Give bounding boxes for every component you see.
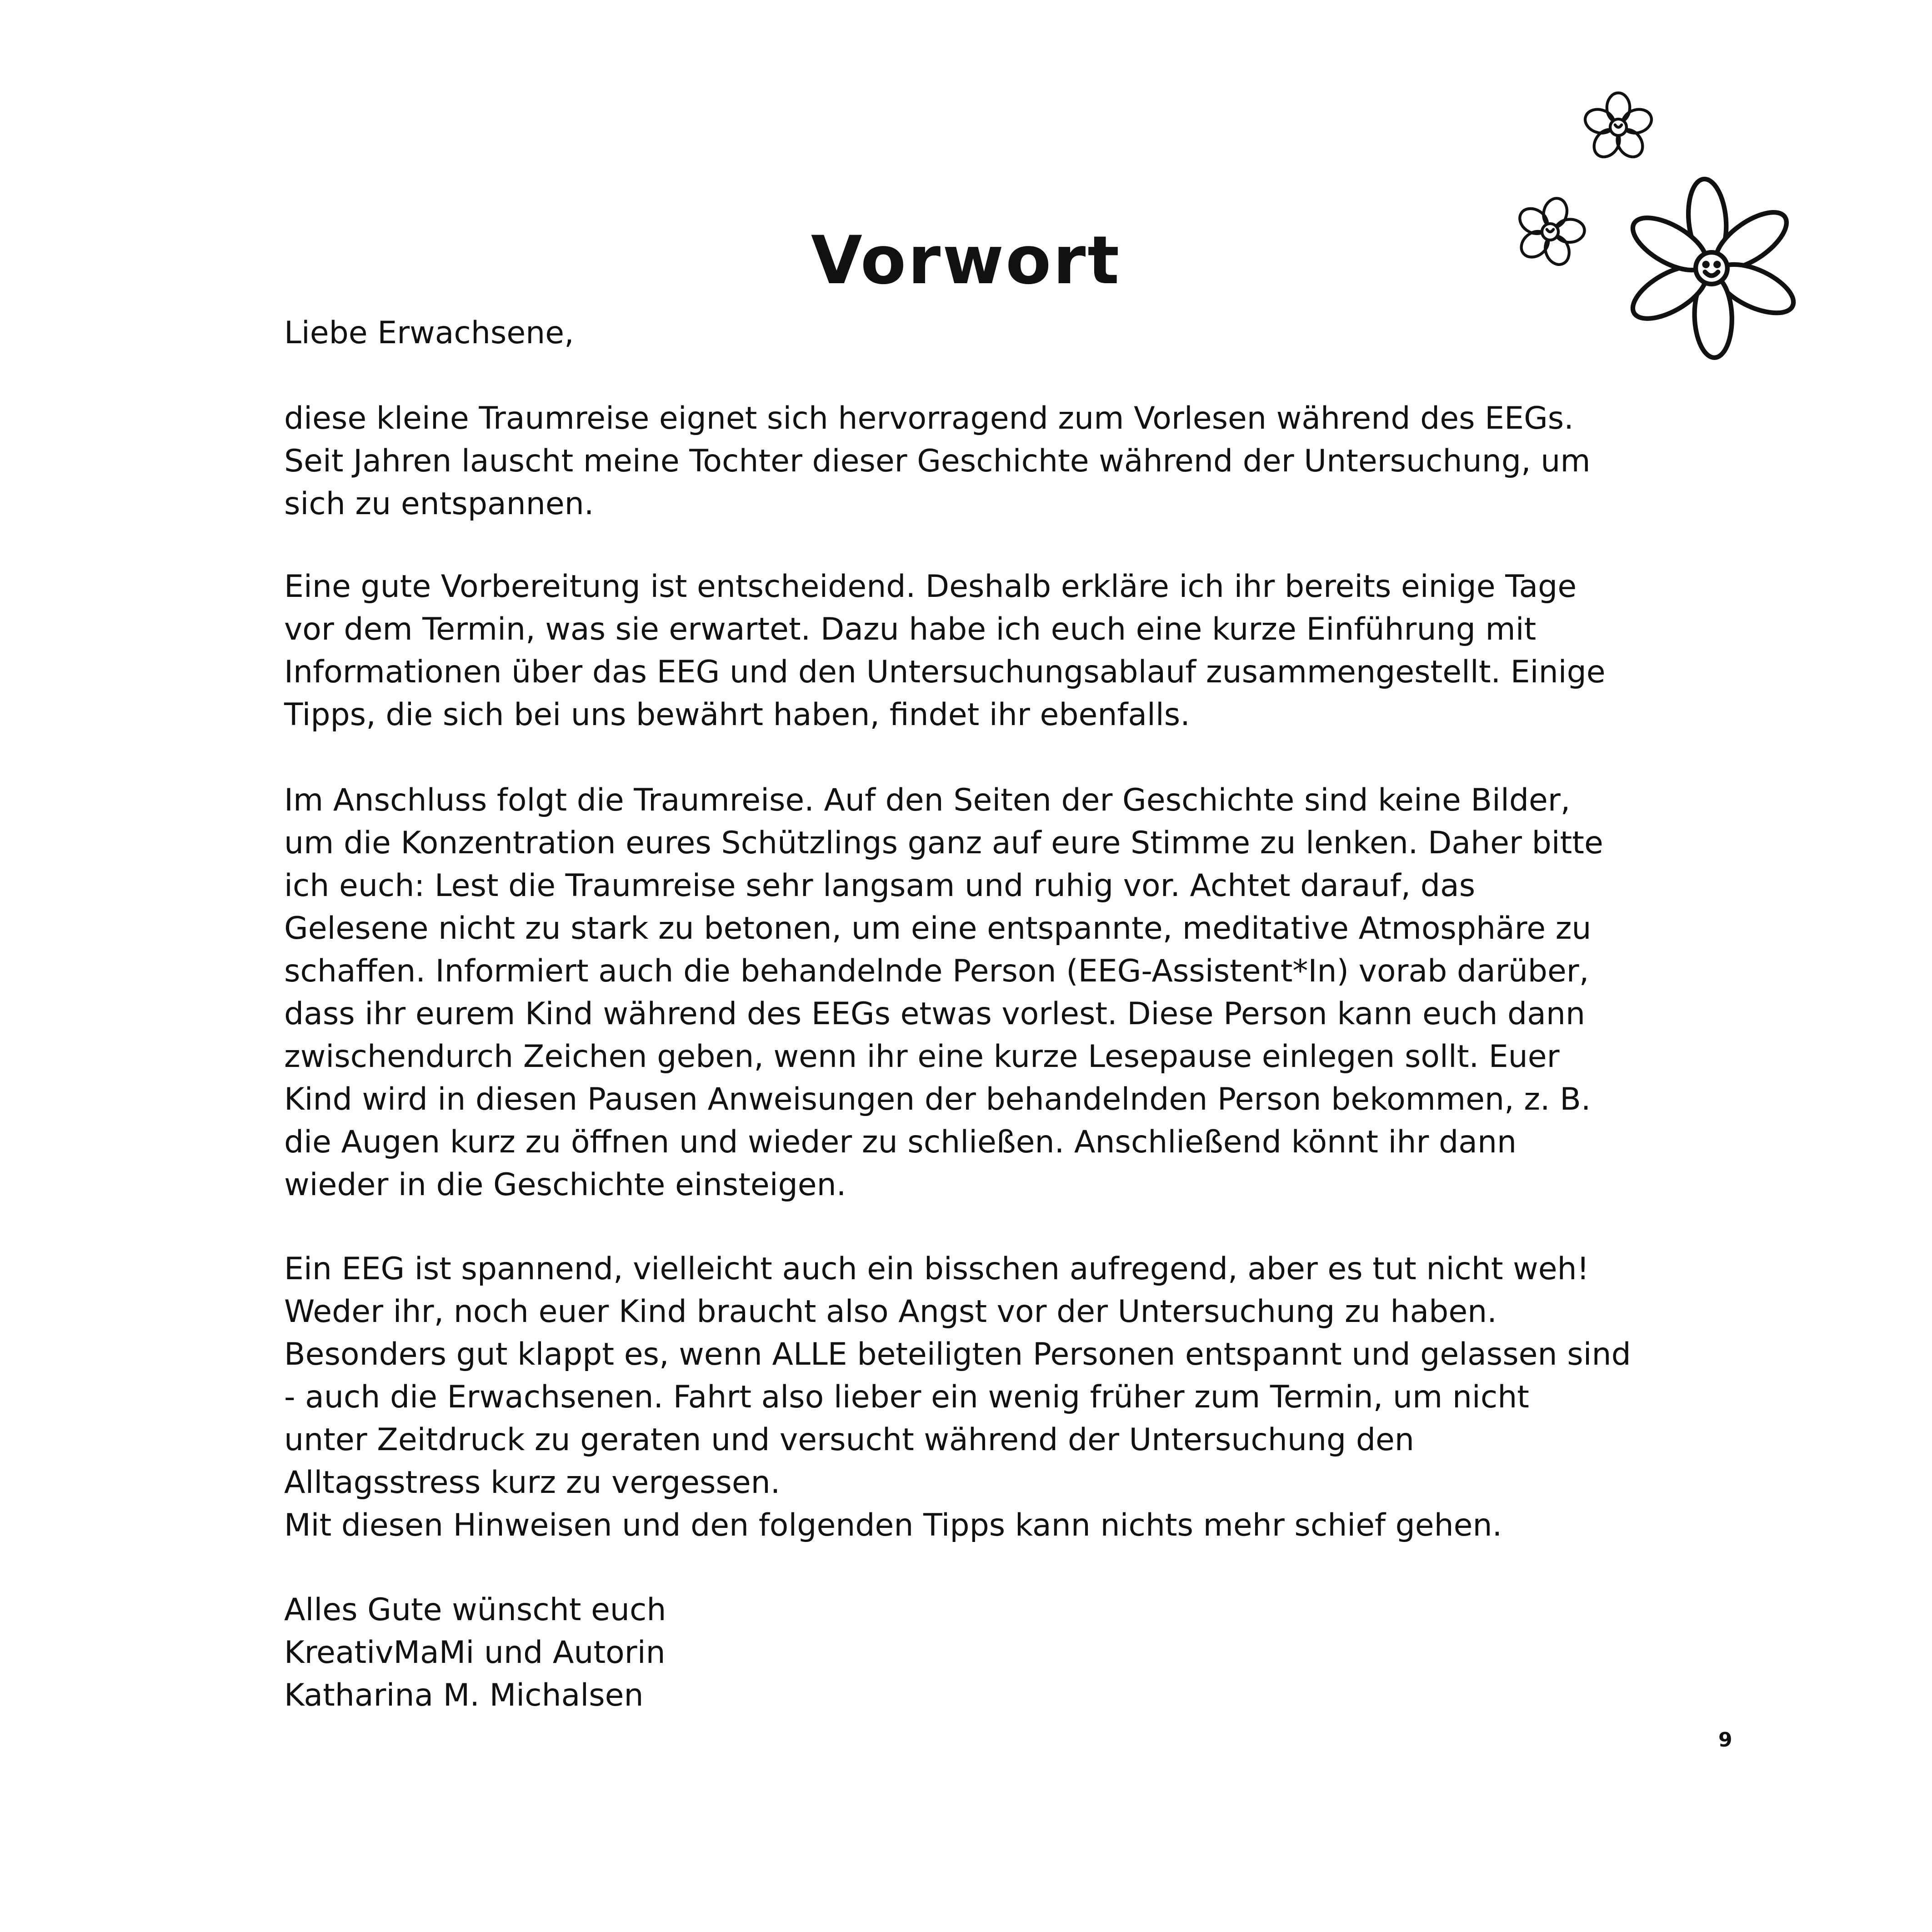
paragraph-line: diese kleine Traumreise eignet sich hervorragend zum Vorlesen während des EEGs. bbox=[284, 400, 1574, 436]
page-title: Vorwort bbox=[811, 222, 1121, 299]
paragraph-line: Tipps, die sich bei uns bewährt haben, findet ihr ebenfalls. bbox=[284, 697, 1190, 733]
paragraph-line: unter Zeitdruck zu geraten und versucht während der Untersuchung den bbox=[284, 1422, 1414, 1458]
page-number: 9 bbox=[1718, 1728, 1732, 1752]
small-flower-icon bbox=[1577, 86, 1659, 168]
paragraph-line: ich euch: Lest die Traumreise sehr langsam und ruhig vor. Achtet darauf, das bbox=[284, 868, 1476, 904]
paragraph-line: Besonders gut klappt es, wenn ALLE beteiligten Personen entspannt und gelassen sind bbox=[284, 1336, 1631, 1372]
signature-author: Katharina M. Michalsen bbox=[284, 1677, 644, 1713]
paragraph-line: Kind wird in diesen Pausen Anweisungen der behandelnden Person bekommen, z. B. bbox=[284, 1081, 1591, 1117]
paragraph-line: Mit diesen Hinweisen und den folgenden Tipps kann nichts mehr schief gehen. bbox=[284, 1507, 1502, 1543]
paragraph-line: schaffen. Informiert auch die behandelnde Person (EEG-Assistent*In) vorab darüber, bbox=[284, 953, 1589, 989]
signature-line: KreativMaMi und Autorin bbox=[284, 1635, 666, 1671]
paragraph-line: Weder ihr, noch euer Kind braucht also Angst vor der Untersuchung zu haben. bbox=[284, 1294, 1497, 1330]
paragraph-line: vor dem Termin, was sie erwartet. Dazu habe ich euch eine kurze Einführung mit bbox=[284, 611, 1537, 647]
salutation bbox=[284, 312, 1671, 355]
paragraph-line: um die Konzentration eures Schützlings ganz auf eure Stimme zu lenken. Daher bitte bbox=[284, 825, 1603, 861]
paragraph-line: die Augen kurz zu öffnen und wieder zu schließen. Anschließend könnt ihr dann bbox=[284, 1124, 1517, 1160]
paragraph bbox=[284, 1248, 1671, 1547]
paragraph-line: sich zu entspannen. bbox=[284, 486, 594, 522]
paragraph-line: wieder in die Geschichte einsteigen. bbox=[284, 1167, 846, 1203]
signature bbox=[284, 1589, 1671, 1717]
paragraph-line: Gelesene nicht zu stark zu betonen, um eine entspannte, meditative Atmosphäre zu bbox=[284, 911, 1592, 946]
paragraph-line: dass ihr eurem Kind während des EEGs etwas vorlest. Diese Person kann euch dann bbox=[284, 996, 1586, 1032]
paragraph-line: Informationen über das EEG und den Untersuchungsablauf zusammengestellt. Einige bbox=[284, 654, 1606, 690]
paragraph-line: Seit Jahren lauscht meine Tochter dieser Geschichte während der Untersuchung, um bbox=[284, 443, 1591, 479]
paragraph-line: Alltagsstress kurz zu vergessen. bbox=[284, 1465, 781, 1501]
salutation-line: Liebe Erwachsene, bbox=[284, 315, 574, 351]
paragraph-line: Eine gute Vorbereitung ist entscheidend. Deshalb erkläre ich ihr bereits einige Tage bbox=[284, 569, 1577, 605]
paragraph-line: - auch die Erwachsenen. Fahrt also lieber ein wenig früher zum Termin, um nicht bbox=[284, 1379, 1529, 1415]
signature-line: Alles Gute wünscht euch bbox=[284, 1592, 666, 1628]
paragraph bbox=[284, 397, 1671, 526]
paragraph bbox=[284, 566, 1671, 736]
paragraph-line: Ein EEG ist spannend, vielleicht auch ein bisschen aufregend, aber es tut nicht weh! bbox=[284, 1251, 1589, 1287]
paragraph-line: Im Anschluss folgt die Traumreise. Auf den Seiten der Geschichte sind keine Bilder, bbox=[284, 782, 1571, 818]
paragraph-line: zwischendurch Zeichen geben, wenn ihr eine kurze Lesepause einlegen sollt. Euer bbox=[284, 1039, 1560, 1075]
paragraph bbox=[284, 779, 1671, 1206]
